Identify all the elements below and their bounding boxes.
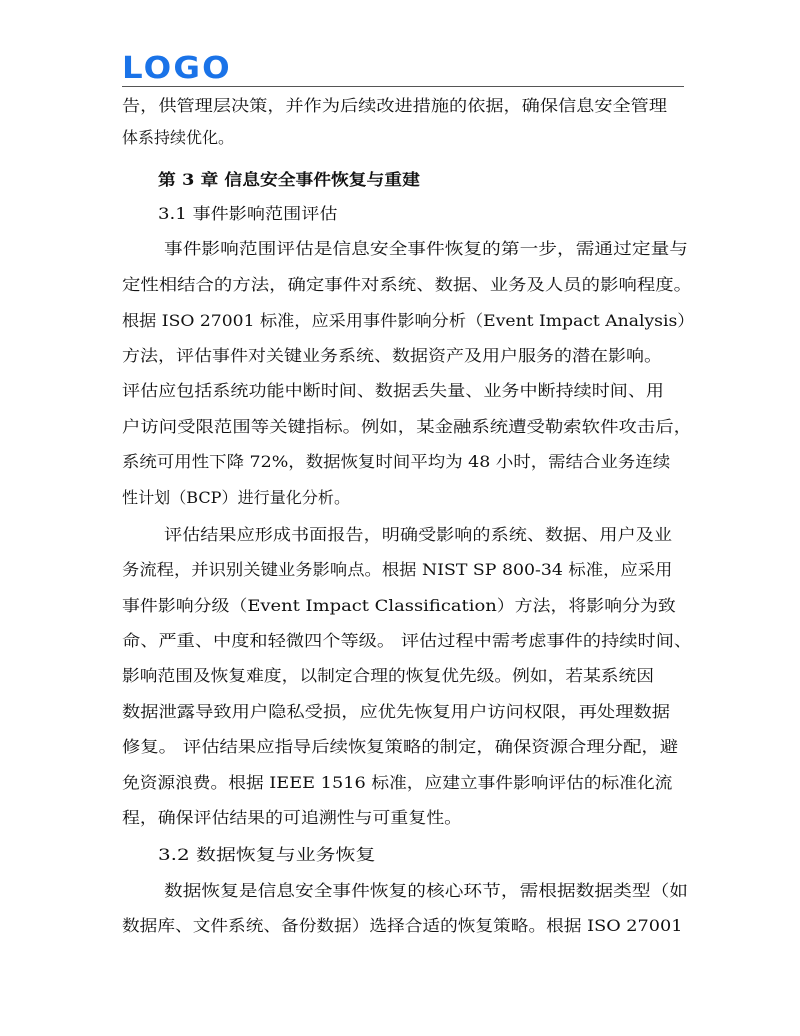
header-divider xyxy=(122,86,684,87)
body-line: 程，确保评估结果的可追溯性与可重复性。 xyxy=(122,808,463,827)
body-line: 务流程，并识别关键业务影响点。根据 NIST SP 800-34 标准，应采用 xyxy=(122,560,673,579)
body-line: 数据恢复是信息安全事件恢复的核心环节，需根据数据类型（如 xyxy=(164,881,689,900)
logo: LOGO xyxy=(122,51,232,86)
body-line: 告，供管理层决策，并作为后续改进措施的依据，确保信息安全管理 xyxy=(122,96,668,115)
body-line: 事件影响分级（Event Impact Classification）方法，将影响分为致 xyxy=(122,596,676,615)
body-line: 数据库、文件系统、备份数据）选择合适的恢复策略。根据 ISO 27001 xyxy=(122,916,683,935)
body-line: 根据 ISO 27001 标准，应采用事件影响分析（Event Impact Analysis） xyxy=(122,311,695,330)
chapter-heading: 第 3 章 信息安全事件恢复与重建 xyxy=(158,170,420,189)
body-line: 事件影响范围评估是信息安全事件恢复的第一步，需通过定量与 xyxy=(164,239,689,258)
body-line: 性计划（BCP）进行量化分析。 xyxy=(122,488,351,507)
body-line: 命、严重、中度和轻微四个等级。 评估过程中需考虑事件的持续时间、 xyxy=(122,631,693,650)
section-heading: 3.1 事件影响范围评估 xyxy=(158,204,338,223)
body-line: 修复。 评估结果应指导后续恢复策略的制定，确保资源合理分配，避 xyxy=(122,737,679,756)
body-line: 体系持续优化。 xyxy=(122,128,235,147)
body-line: 系统可用性下降 72%，数据恢复时间平均为 48 小时，需结合业务连续 xyxy=(122,452,671,471)
body-line: 户访问受限范围等关键指标。例如，某金融系统遭受勒索软件攻击后， xyxy=(122,417,693,436)
body-line: 免资源浪费。根据 IEEE 1516 标准，应建立事件影响评估的标准化流 xyxy=(122,773,673,792)
body-line: 方法，评估事件对关键业务系统、数据资产及用户服务的潜在影响。 xyxy=(122,346,663,365)
body-line: 数据泄露导致用户隐私受损，应优先恢复用户访问权限，再处理数据 xyxy=(122,702,671,721)
body-line: 定性相结合的方法，确定事件对系统、数据、业务及人员的影响程度。 xyxy=(122,275,693,294)
page-header xyxy=(0,0,800,92)
body-line: 评估应包括系统功能中断时间、数据丢失量、业务中断持续时间、用 xyxy=(122,381,665,400)
body-line: 影响范围及恢复难度，以制定合理的恢复优先级。例如，若某系统因 xyxy=(122,666,655,685)
body-line: 评估结果应形成书面报告，明确受影响的系统、数据、用户及业 xyxy=(164,525,673,544)
section-heading: 3.2 数据恢复与业务恢复 xyxy=(158,845,376,864)
